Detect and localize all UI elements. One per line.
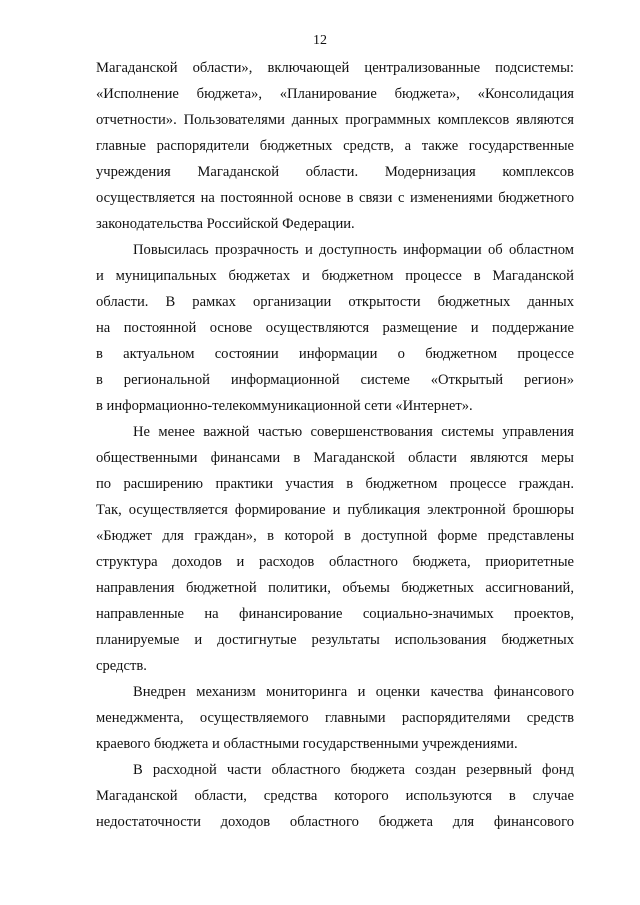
paragraph-line: законодательства Российской Федерации. xyxy=(96,216,355,232)
paragraph-line: общественными финансами в Магаданской области являются меры xyxy=(96,450,574,466)
paragraph-line: Так, осуществляется формирование и публикация электронной брошюры xyxy=(96,502,574,518)
paragraph-line: недостаточности доходов областного бюджета для финансового xyxy=(96,814,574,830)
paragraph-line: на постоянной основе осуществляются размещение и поддержание xyxy=(96,320,574,336)
paragraph-line: по расширению практики участия в бюджетном процессе граждан. xyxy=(96,476,574,492)
paragraph-line: главные распорядители бюджетных средств, а также государственные xyxy=(96,138,574,154)
paragraph-line: менеджмента, осуществляемого главными распорядителями средств xyxy=(96,710,574,726)
page-number: 12 xyxy=(313,33,327,48)
paragraph-line: Не менее важной частью совершенствования системы управления xyxy=(133,424,574,440)
paragraph-line: в региональной информационной системе «Открытый регион» xyxy=(96,372,574,388)
paragraph-line: учреждения Магаданской области. Модернизация комплексов xyxy=(96,164,574,180)
paragraph-line: направленные на финансирование социально-значимых проектов, xyxy=(96,606,574,622)
paragraph-line: «Исполнение бюджета», «Планирование бюджета», «Консолидация xyxy=(96,86,574,102)
paragraph-line: краевого бюджета и областными государственными учреждениями. xyxy=(96,736,518,752)
paragraph-line: Внедрен механизм мониторинга и оценки качества финансового xyxy=(133,684,574,700)
paragraph-line: области. В рамках организации открытости бюджетных данных xyxy=(96,294,574,310)
paragraph-line: Магаданской области, средства которого используются в случае xyxy=(96,788,574,804)
paragraph-line: отчетности». Пользователями данных программных комплексов являются xyxy=(96,112,574,128)
paragraph-line: Повысилась прозрачность и доступность информации об областном xyxy=(133,242,574,258)
paragraph-line: планируемые и достигнутые результаты использования бюджетных xyxy=(96,632,574,648)
paragraph-line: структура доходов и расходов областного бюджета, приоритетные xyxy=(96,554,574,570)
paragraph-line: и муниципальных бюджетах и бюджетном процессе в Магаданской xyxy=(96,268,574,284)
paragraph-line: «Бюджет для граждан», в которой в доступной форме представлены xyxy=(96,528,574,544)
paragraph-line: осуществляется на постоянной основе в связи с изменениями бюджетного xyxy=(96,190,574,206)
paragraph-line: в информационно-телекоммуникационной сети «Интернет». xyxy=(96,398,473,414)
paragraph-line: средств. xyxy=(96,658,147,674)
paragraph-line: в актуальном состоянии информации о бюджетном процессе xyxy=(96,346,574,362)
paragraph-line: Магаданской области», включающей централизованные подсистемы: xyxy=(96,60,574,76)
paragraph-line: направления бюджетной политики, объемы бюджетных ассигнований, xyxy=(96,580,574,596)
paragraph-line: В расходной части областного бюджета создан резервный фонд xyxy=(133,762,574,778)
